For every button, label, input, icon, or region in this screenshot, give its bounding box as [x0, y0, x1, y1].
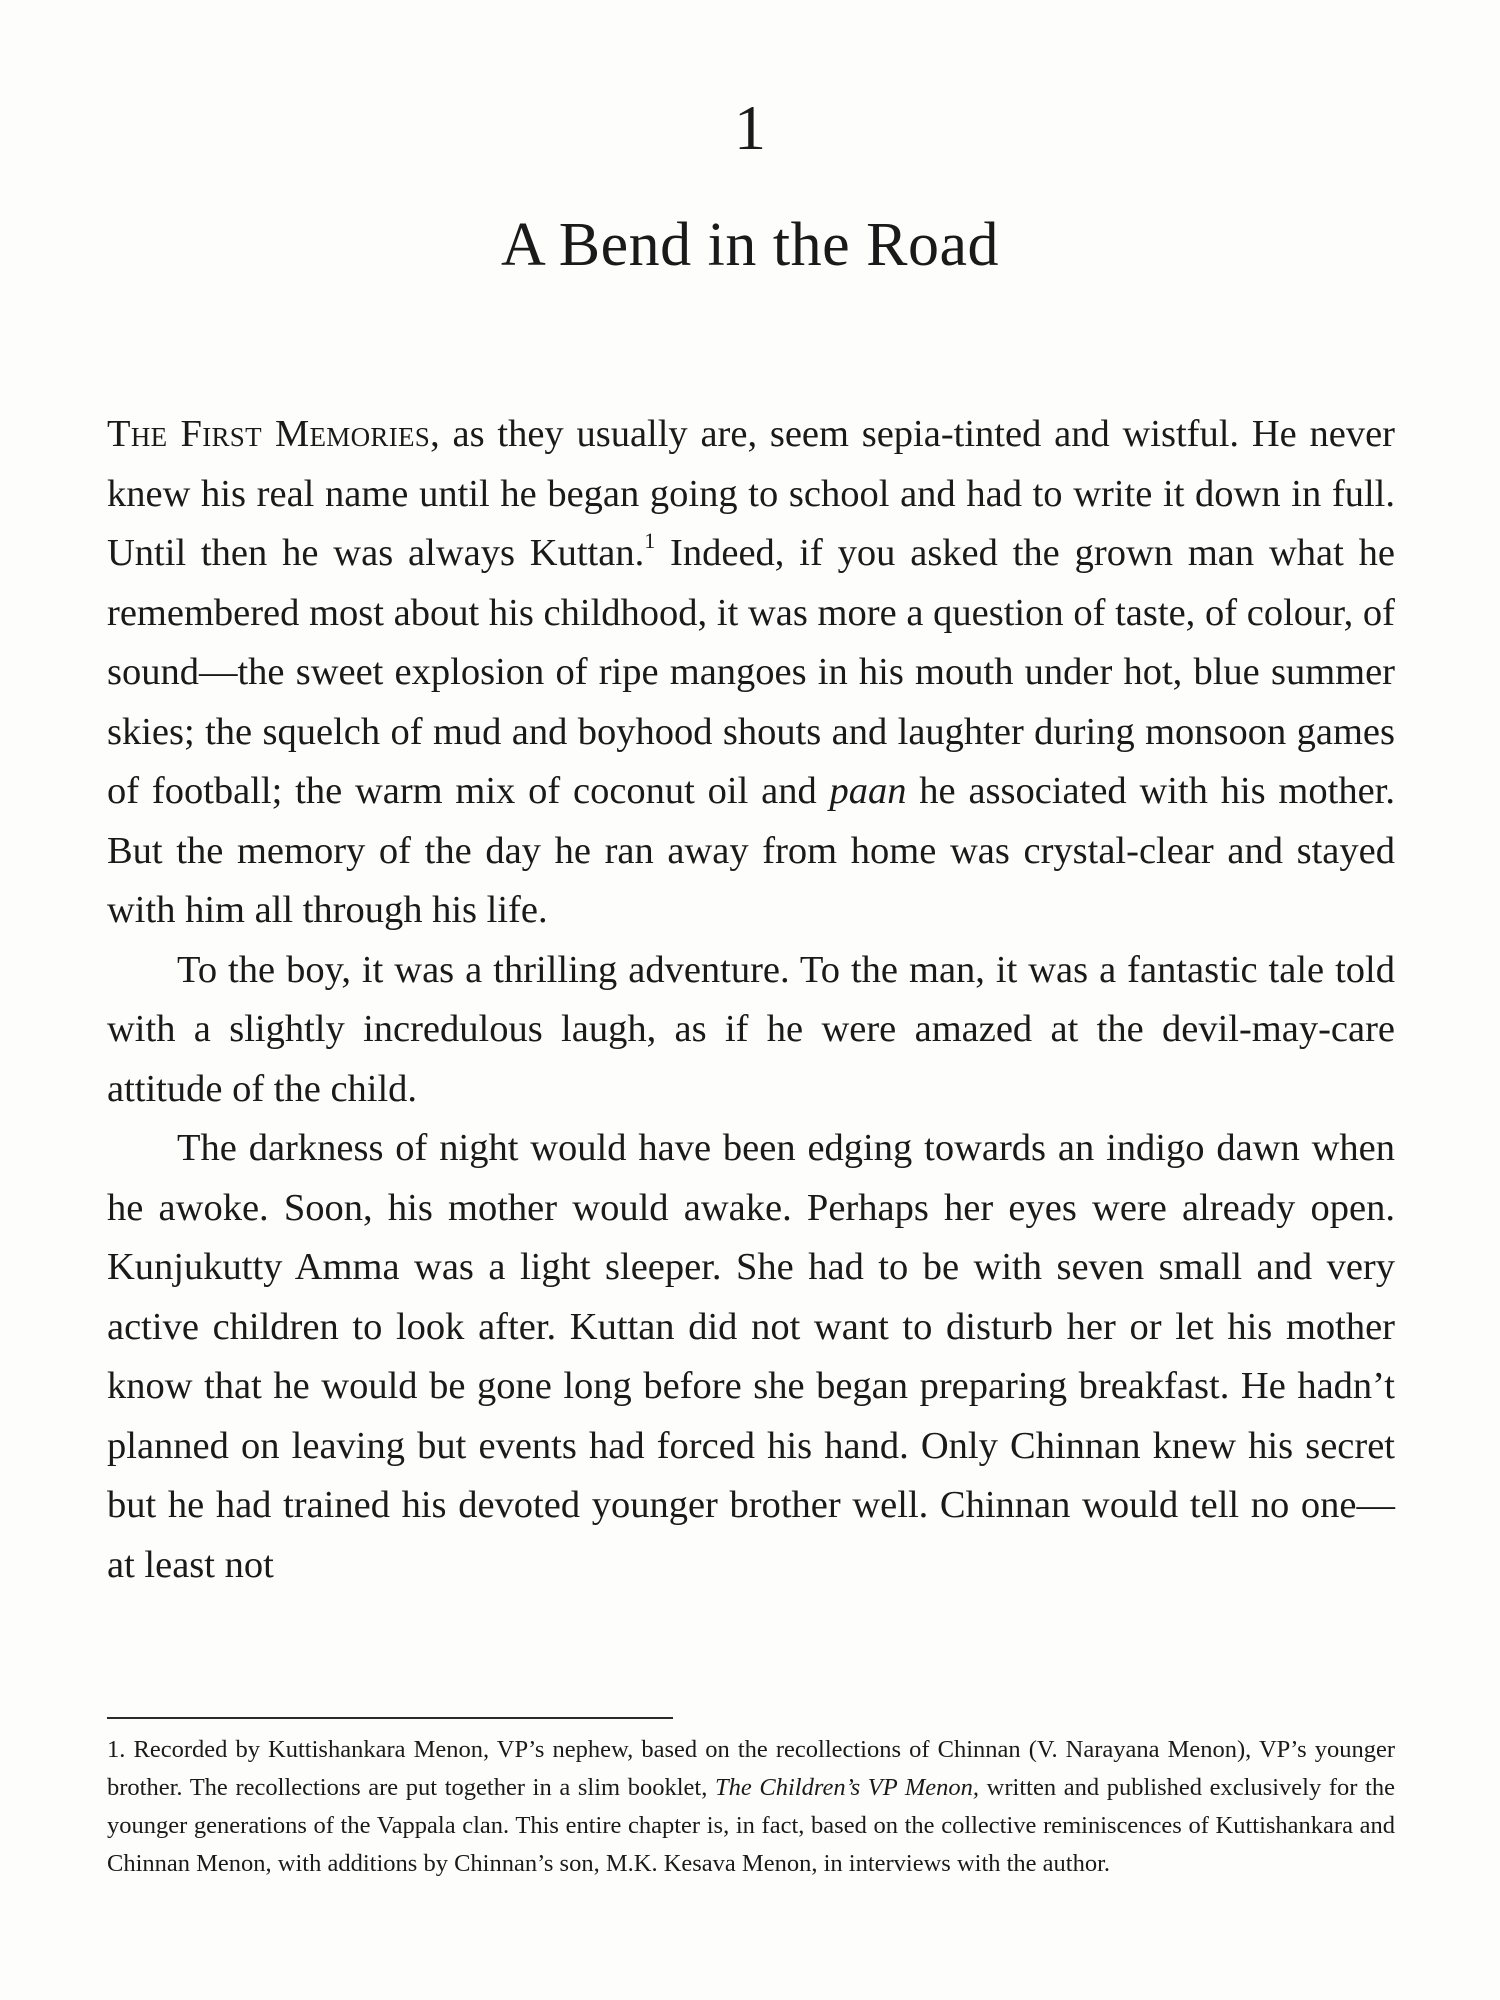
paragraph-1 [107, 405, 1395, 941]
footnote-reference: 1 [644, 528, 656, 554]
footnote-italic-title: The Children’s VP Menon, [714, 1774, 980, 1801]
paragraph-lead-in: The First Memories [107, 413, 431, 455]
chapter-number: 1 [734, 92, 766, 163]
italic-word: paan [829, 770, 907, 812]
footnote-1 [107, 1731, 1395, 1883]
chapter-title: A Bend in the Road [500, 211, 1000, 279]
paragraph-3: The darkness of night would have been edging towards an indigo dawn when he awoke. Soon, his mother would awake. Perhaps her eyes were already open. Kunjukutty Amma was a light sleeper. She had to be with seven small and very active children to look after. Kuttan did not want to disturb her or let his mother know that he would be gone long before she began preparing breakfast. He hadn’t planned on leaving but events had forced his hand. Only Chinnan knew his secret but he had trained his devoted younger brother well. Chinnan would tell no one—at least not [107, 1127, 1395, 1586]
paragraph-1-text-b: Indeed, if you asked the grown man what he remembered most about his childhood, it was more a question of taste, of colour, of sound—the sweet explosion of ripe mangoes in his mouth under hot, blue summer skies; the squelch of mud and boyhood shouts and laughter during monsoon games of football; the warm mix of coconut oil and [107, 532, 1395, 812]
paragraph-1-text-c: he associated with his mother. But the memory of the day he ran away from home was crystal-clear and stayed with him all through his life. [107, 770, 1395, 931]
paragraph-2: To the boy, it was a thrilling adventure. To the man, it was a fantastic tale told with a slightly incredulous laugh, as if he were amazed at the devil-may-care attitude of the child. [107, 948, 1395, 1110]
footnote-text-b: written and published exclusively for the younger generations of the Vappala clan. This entire chapter is, in fact, based on the collective reminiscences of Kuttishankara and Chinnan Menon, with additions by Chinnan’s son, M.K. Kesava Menon, in interviews with the author. [107, 1774, 1396, 1877]
chapter-body [107, 405, 1395, 1595]
paragraph-1-text-a: , as they usually are, seem sepia-tinted and wistful. He never knew his real name until he began going to school and had to write it down in full. Until then he was always Kuttan. [107, 413, 1396, 574]
footnote-divider [107, 1717, 673, 1719]
footnote-text-a: 1. Recorded by Kuttishankara Menon, VP’s nephew, based on the recollections of Chinnan (V. Narayana Menon), VP’s younger brother. The recollections are put together in a slim booklet, [107, 1736, 1395, 1801]
